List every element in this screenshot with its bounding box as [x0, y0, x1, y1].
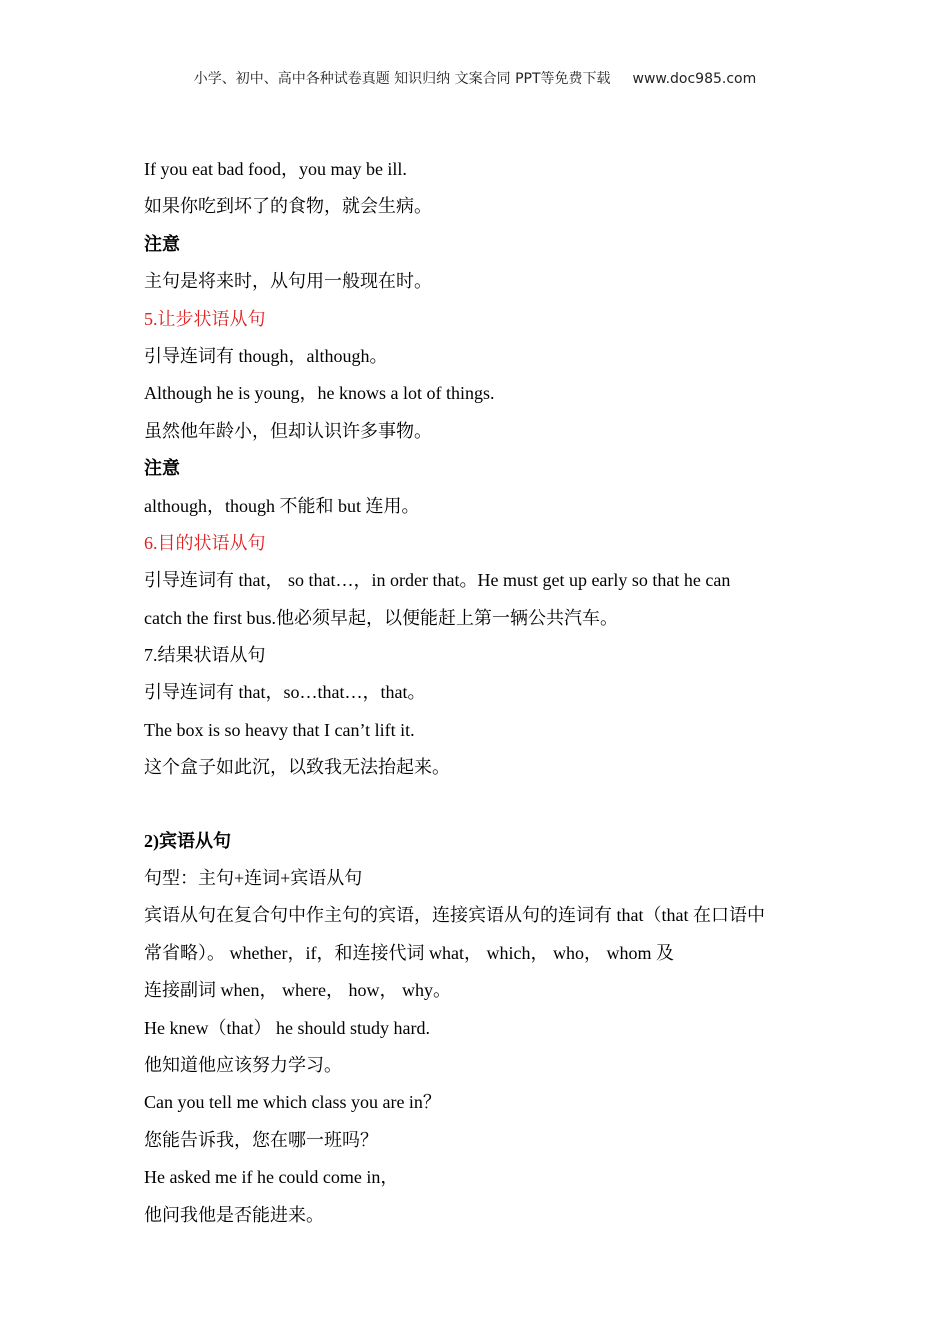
example-sentence: He knew（that） he should study hard.: [144, 1017, 430, 1038]
example-sentence: Can you tell me which class you are in？: [144, 1092, 441, 1113]
example-sentence: Although he is young，he knows a lot of things.: [144, 383, 495, 404]
example-translation: 这个盒子如此沉，以致我无法抬起来。: [144, 757, 450, 778]
note-heading: 注意: [144, 233, 180, 254]
example-translation: 虽然他年龄小，但却认识许多事物。: [144, 420, 432, 441]
sentence-pattern: 句型：主句+连词+宾语从句: [144, 868, 363, 889]
example-sentence: If you eat bad food，you may be ill.: [144, 159, 407, 179]
document-body: [144, 151, 808, 1234]
explanation-text: 常省略）。 whether，if，和连接代词 what， which， who， whom 及: [144, 942, 674, 963]
header-site-url: www.doc985.com: [632, 71, 757, 87]
header-text: 小学、初中、高中各种试卷真题 知识归纳 文案合同 PPT等免费下载: [193, 71, 611, 87]
section-heading-concession: 5.让步状语从句: [144, 308, 266, 329]
page-header: [0, 68, 950, 88]
conjunction-list: 引导连词有 though，although。: [144, 345, 388, 366]
section-heading-result: 7.结果状语从句: [144, 645, 266, 666]
conjunction-list: 引导连词有 that，so…that…，that。: [144, 682, 426, 703]
note-heading: 注意: [144, 458, 180, 479]
example-sentence: The box is so heavy that I can’t lift it.: [144, 719, 415, 740]
example-translation: 他问我他是否能进来。: [144, 1204, 324, 1225]
explanation-text: 连接副词 when， where， how， why。: [144, 980, 451, 1001]
note-text: although，though 不能和 but 连用。: [144, 495, 420, 516]
conjunction-list: 引导连词有 that， so that…，in order that。He must get up early so that he can: [144, 570, 731, 591]
section-heading-purpose: 6.目的状语从句: [144, 532, 266, 553]
note-text: 主句是将来时，从句用一般现在时。: [144, 271, 432, 292]
example-sentence: catch the first bus.他必须早起，以便能赶上第一辆公共汽车。: [144, 607, 618, 628]
example-sentence: He asked me if he could come in，: [144, 1167, 399, 1188]
example-translation: 如果你吃到坏了的食物，就会生病。: [144, 196, 432, 217]
spacer: [144, 787, 808, 823]
example-translation: 他知道他应该努力学习。: [144, 1054, 342, 1075]
explanation-text: 宾语从句在复合句中作主句的宾语，连接宾语从句的连词有 that（that 在口语中: [144, 905, 765, 926]
example-translation: 您能告诉我，您在哪一班吗？: [144, 1129, 378, 1150]
section-heading-object-clause: 2)宾语从句: [144, 830, 231, 851]
